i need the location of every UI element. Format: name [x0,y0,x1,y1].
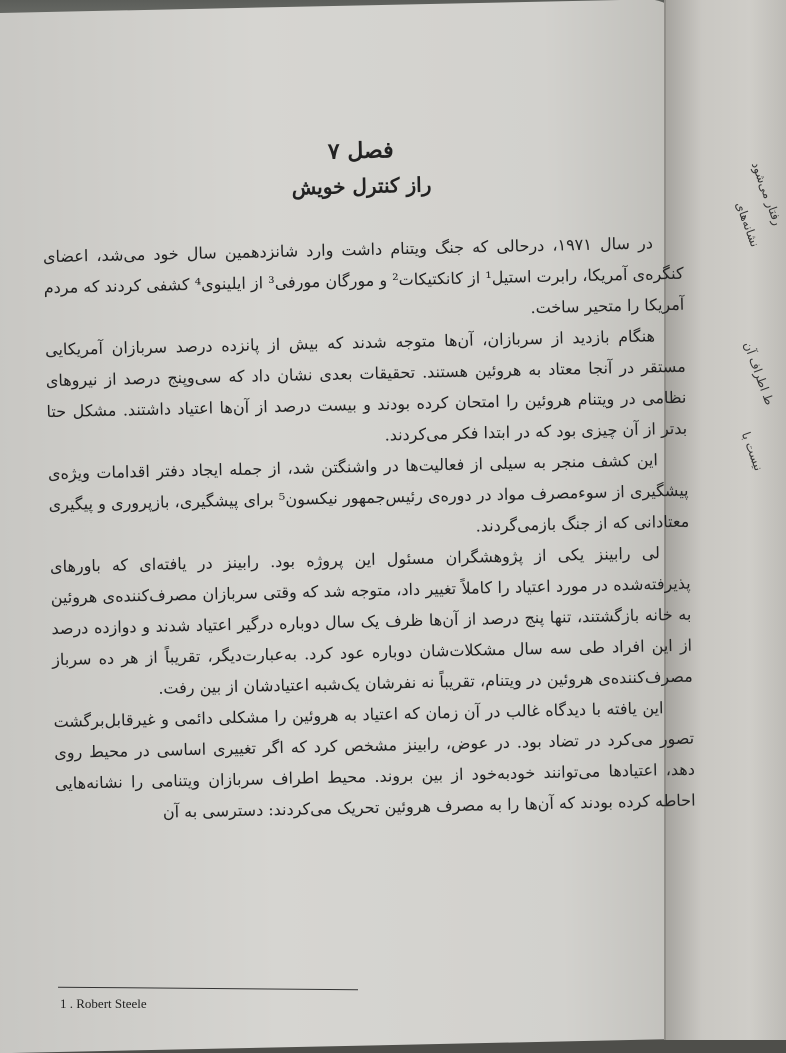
margin-fragment: رفتار می‌شود [748,160,785,228]
paragraph: این کشف منجر به سیلی از فعالیت‌ها در واشنگتن شد، از جمله ایجاد دفتر اقدامات ویژه‌ی پیشگیری از سوءمصرف مواد در دوره‌ی رئیس‌جمهور نیکسون⁵ برای پیشگیری، بازپروری و پیگیری معتادانی که از جنگ باز‌می‌گردند. [47,450,690,536]
margin-fragment: ط اطراف آن [740,340,777,407]
chapter-title: راز کنترل خویش [291,172,432,200]
paragraph: لی رابینز یکی از پژوهشگران مسئول این پروژه بود. رابینز در یافته‌ای که باورهای پذیرفته‌شده در مورد اعتیاد را کاملاً تغییر داد، متوجه شد که وقتی سربازان مصرف‌کننده‌ی هروئین به خانه بازگشتند، تنها پنج درصد از آن‌ها ظرف یک سال دوباره درگیر اعتیاد شدند و دوازده درصد از این افراد طی سه سال مشکلات‌شان دوباره عود کرد. به‌عبارت‌دیگر، تقریباً از هر ده سرباز مصرف‌کننده‌ی هروئین در ویتنام، تقریباً نه نفرشان یک‌شبه اعتیادشان از بین رفت. [49,543,693,698]
chapter-heading: فصل ۷ [327,137,394,165]
paragraph: در سال ۱۹۷۱، درحالی که جنگ ویتنام داشت وارد شانزدهمین سال خود می‌شد، اعضای کنگره‌ی آمریکا، رابرت استیل¹ از کانکتیکات² و مورگان مورفی³ از ایلینوی⁴ کشفی کردند که مردم آمریکا را متحیر ساخت. [42,233,685,318]
margin-fragment: نشانه‌های [732,200,763,249]
footnote: 1 . Robert Steele [60,996,147,1011]
margin-fragment: نیست با [738,430,766,473]
paragraph: هنگام بازدید از سربازان، آن‌ها متوجه شدند که بیش از پانزده درصد سربازان آمریکایی مستقر در آنجا معتاد به هروئین هستند. تحقیقات بعدی نشان داد که سی‌وپنج درصد از نیروهای نظامی در ویتنام هروئین را امتحان کرده بودند و بیست درصد از آن‌ها اعتیاد داشتند. مشکل حتا بدتر از آن چیزی بود که در ابتدا فکر می‌کردند. [44,326,688,445]
paragraph: این یافته با دیدگاه غالب در آن زمان که اعتیاد به هروئین را مشکلی دائمی و غیرقابل‌برگشت تصور می‌کرد در تضاد بود. در عوض، رابینز مشخص کرد که اگر تغییری اساسی در محیط روی دهد، اعتیادها می‌توانند خودبه‌خود از بین بروند. محیط اطراف سربازان ویتنامی را نشانه‌هایی احاطه کرده بودند که آن‌ها را به مصرف هروئین تحریک می‌کردند: دسترسی به آن [53,698,696,822]
page-text [40,113,696,830]
